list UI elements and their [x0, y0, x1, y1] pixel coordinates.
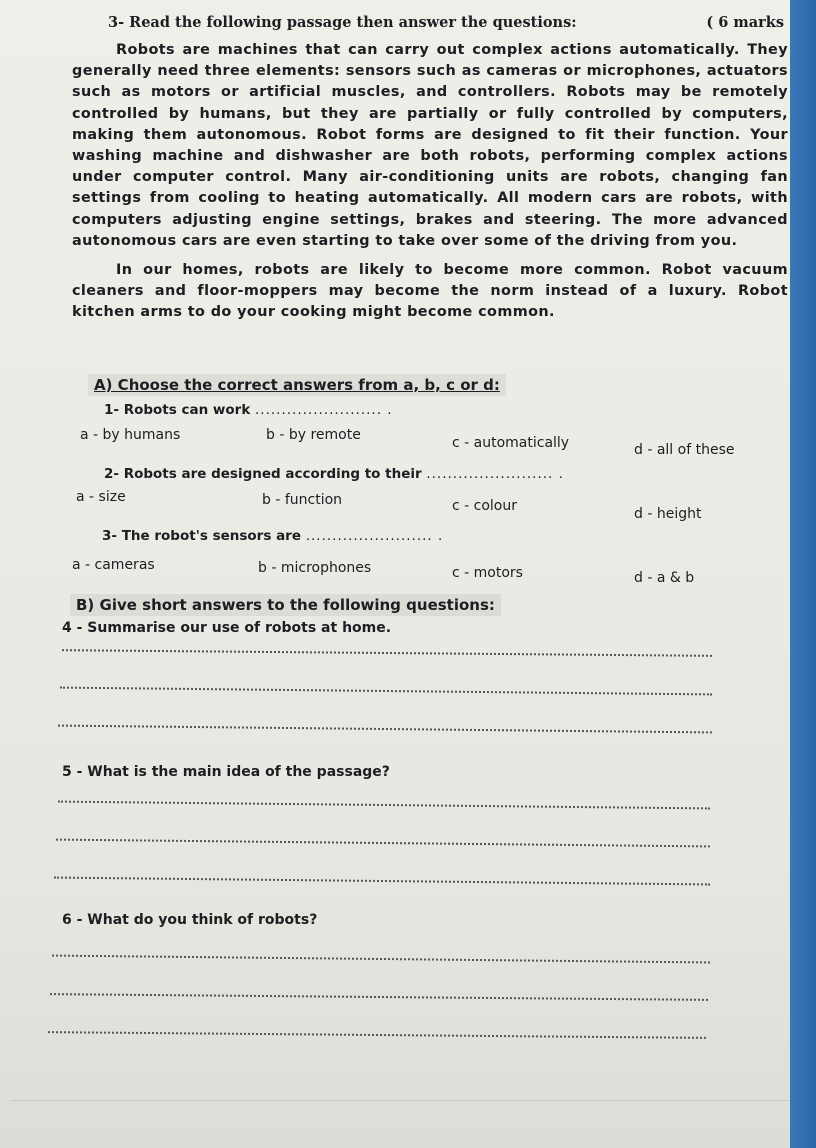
answer-line[interactable]: [58, 725, 712, 734]
answer-line[interactable]: [62, 649, 712, 657]
question-header: [108, 14, 788, 31]
answer-line[interactable]: [58, 801, 710, 810]
option-2d[interactable]: d - height: [634, 506, 702, 522]
option-2b[interactable]: b - function: [262, 492, 343, 508]
option-2a[interactable]: a - size: [76, 489, 126, 505]
open-question-4: 4 - Summarise our use of robots at home.: [62, 620, 392, 636]
question-title: 3- Read the following passage then answer the questions:: [108, 14, 577, 31]
marks-label: ( 6 marks: [706, 14, 784, 31]
option-1a[interactable]: a - by humans: [80, 427, 181, 443]
option-1c[interactable]: c - automatically: [452, 435, 570, 451]
option-3b[interactable]: b - microphones: [258, 560, 372, 576]
section-b-title: B) Give short answers to the following questions:: [70, 596, 501, 614]
option-3d[interactable]: d - a & b: [634, 570, 695, 586]
mcq-stem: 1- Robots can work: [104, 402, 251, 418]
option-1d[interactable]: d - all of these: [634, 442, 735, 458]
mcq-question-3: [102, 528, 443, 544]
answer-blank: ........................ .: [305, 528, 444, 544]
answer-blank: ........................ .: [426, 466, 564, 482]
reading-passage: [72, 40, 788, 324]
mcq-question-1: [104, 402, 393, 418]
answer-blank: ........................ .: [255, 402, 393, 418]
open-question-5: 5 - What is the main idea of the passage?: [62, 764, 390, 780]
answer-line[interactable]: [60, 687, 712, 696]
option-3c[interactable]: c - motors: [452, 565, 523, 581]
passage-paragraph-1: Robots are machines that can carry out complex actions automatically. They generally need three elements: sensors such as cameras or microphones, actuators such as motors or artificial muscles, and controllers. Robots may be remotely controlled by humans, but they are partially or fully controlled by computers, making them autonomous. Robot forms are designed to fit their function. Your washing machine and dishwasher are both robots, performing complex actions under computer control. Many air-conditioning units are robots, changing fan settings from cooling to heating automatically. All modern cars are robots, with computers adjusting engine settings, brakes and steering. The more advanced autonomous cars are even starting to take over some of the driving from you.: [72, 42, 788, 249]
section-a-title: A) Choose the correct answers from a, b, c or d:: [88, 376, 506, 394]
open-question-6: 6 - What do you think of robots?: [62, 912, 318, 928]
answer-line[interactable]: [48, 1031, 706, 1039]
answer-line[interactable]: [52, 955, 710, 964]
mcq-question-2: [104, 466, 564, 482]
page-bottom-divider: [10, 1100, 790, 1101]
answer-line[interactable]: [56, 839, 710, 848]
option-1b[interactable]: b - by remote: [266, 427, 361, 443]
passage-paragraph-2: In our homes, robots are likely to become more common. Robot vacuum cleaners and floor-moppers may become the norm instead of a luxury. Robot kitchen arms to do your cooking might become common.: [72, 262, 788, 321]
background-edge: [790, 0, 816, 1148]
option-2c[interactable]: c - colour: [452, 498, 517, 514]
mcq-stem: 2- Robots are designed according to their: [104, 466, 422, 482]
answer-line[interactable]: [54, 877, 710, 886]
answer-line[interactable]: [50, 993, 708, 1001]
mcq-stem: 3- The robot's sensors are: [102, 528, 301, 544]
option-3a[interactable]: a - cameras: [72, 557, 155, 573]
